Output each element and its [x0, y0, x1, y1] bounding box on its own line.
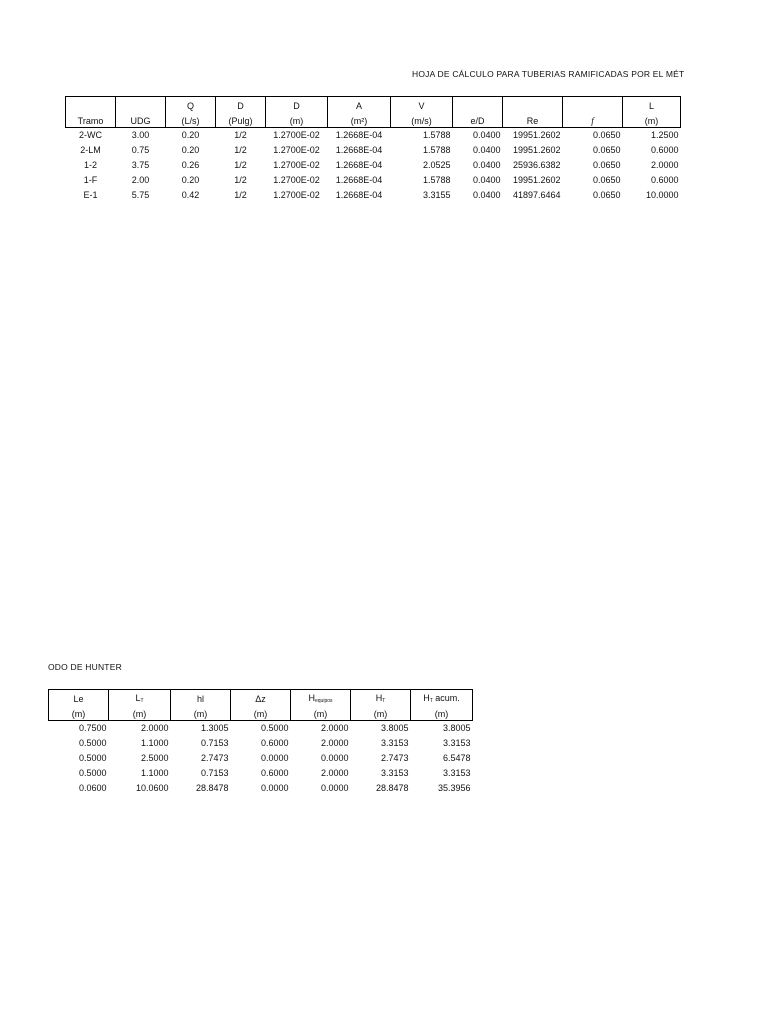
table-cell: 0.0400 — [472, 145, 501, 155]
table-cell: 0.7153 — [200, 738, 229, 748]
t1-h-bot-2: (L/s) — [166, 112, 216, 128]
table-cell: 2.7473 — [380, 753, 409, 763]
table-cell: 0.0000 — [260, 753, 289, 763]
t1-h-top-6: V — [391, 97, 453, 113]
table-cell: 3.3153 — [442, 768, 471, 778]
table-cell: 0.0000 — [320, 753, 349, 763]
t1-h-top-2: Q — [166, 97, 216, 113]
table-cell: 1-F — [83, 175, 98, 185]
t1-h-bot-4: (m) — [266, 112, 328, 128]
t2-h-top-3: Δz — [231, 690, 291, 706]
head-loss-table — [48, 689, 473, 796]
table-cell: 0.5000 — [78, 768, 107, 778]
table-cell: 1.5788 — [422, 175, 451, 185]
table-cell: 3.3153 — [380, 738, 409, 748]
t2-h-bot-3: (m) — [231, 705, 291, 721]
t2-h-top-2: hl — [171, 690, 231, 706]
table-cell: 1.2668E-04 — [335, 160, 383, 170]
t1-h-top-1 — [116, 97, 166, 113]
table-cell: 2.0000 — [650, 160, 679, 170]
table-cell: 19951.2602 — [512, 130, 561, 140]
table-cell: 0.20 — [181, 175, 200, 185]
t1-h-top-4: D — [266, 97, 328, 113]
table-cell: 1.3005 — [200, 723, 229, 733]
table-cell: 1/2 — [234, 175, 247, 185]
t2-h-bot-5: (m) — [351, 705, 411, 721]
table-cell: 0.0650 — [592, 175, 621, 185]
table-cell: 0.0000 — [320, 783, 349, 793]
sheet-title-bottom: ODO DE HUNTER — [48, 662, 122, 672]
table-cell: 1.2668E-04 — [335, 145, 383, 155]
t1-h-bot-3: (Pulg) — [216, 112, 266, 128]
t1-h-bot-7: e/D — [453, 112, 503, 128]
table-cell: 25936.6382 — [512, 160, 561, 170]
table-row — [49, 766, 473, 781]
t2-h-top-1: $L_T$ — [109, 690, 171, 706]
table-cell: E-1 — [83, 190, 98, 200]
table-cell: 0.0400 — [472, 130, 501, 140]
table-cell: 3.75 — [131, 160, 150, 170]
t1-h-top-9 — [563, 97, 623, 113]
table-cell: 0.0400 — [472, 160, 501, 170]
table-cell: 0.0650 — [592, 190, 621, 200]
table-cell: 28.8478 — [195, 783, 229, 793]
table-cell: 0.0650 — [592, 130, 621, 140]
table-cell: 0.75 — [131, 145, 150, 155]
table-cell: 10.0000 — [645, 190, 679, 200]
t2-h-bot-4: (m) — [291, 705, 351, 721]
table-cell: 2.0000 — [320, 768, 349, 778]
table-cell: 0.7153 — [200, 768, 229, 778]
t1-h-top-0 — [66, 97, 116, 113]
table1-header-row-bottom — [66, 112, 681, 128]
table2-body — [49, 721, 473, 797]
table-row — [49, 751, 473, 766]
table-cell: 0.6000 — [260, 768, 289, 778]
t2-h-top-0: Le — [49, 690, 109, 706]
table-cell: 1/2 — [234, 145, 247, 155]
sheet-title-top: HOJA DE CÁLCULO PARA TUBERIAS RAMIFICADAS POR EL MÉT — [412, 69, 685, 79]
table-cell: 0.6000 — [650, 175, 679, 185]
table-cell: 1-2 — [83, 160, 97, 170]
t2-h-bot-1: (m) — [109, 705, 171, 721]
table2-header-row-top — [49, 690, 473, 706]
table-cell: 1.5788 — [422, 130, 451, 140]
table-cell: 0.5000 — [78, 753, 107, 763]
table-row — [66, 128, 681, 144]
table-row — [49, 721, 473, 737]
t2-h-bot-0: (m) — [49, 705, 109, 721]
pipe-segments-table — [65, 96, 681, 203]
table-cell: 3.8005 — [380, 723, 409, 733]
t1-h-bot-1: UDG — [116, 112, 166, 128]
table-cell: 35.3956 — [437, 783, 471, 793]
table-cell: 2.0000 — [320, 738, 349, 748]
table-cell: 0.0650 — [592, 145, 621, 155]
table-cell: 10.0600 — [135, 783, 169, 793]
table-cell: 2.00 — [131, 175, 150, 185]
table-row — [66, 158, 681, 173]
table-cell: 1.2700E-02 — [273, 160, 320, 170]
t2-h-bot-2: (m) — [171, 705, 231, 721]
table-cell: 1.2700E-02 — [273, 130, 320, 140]
table-cell: 2.0000 — [140, 723, 169, 733]
table-cell: 1.2668E-04 — [335, 190, 383, 200]
table-cell: 1.2668E-04 — [335, 175, 383, 185]
t1-h-bot-10: (m) — [623, 112, 681, 128]
table-cell: 6.5478 — [442, 753, 471, 763]
table-cell: 41897.6464 — [512, 190, 561, 200]
table-row — [66, 143, 681, 158]
table-cell: 2.0525 — [422, 160, 451, 170]
table-cell: 0.42 — [181, 190, 200, 200]
table-cell: 1/2 — [234, 190, 247, 200]
t1-h-top-5: A — [328, 97, 391, 113]
t1-h-bot-5: (m²) — [328, 112, 391, 128]
table-cell: 2.7473 — [200, 753, 229, 763]
table-cell: 0.20 — [181, 130, 200, 140]
t2-h-bot-6: (m) — [411, 705, 473, 721]
t1-h-bot-6: (m/s) — [391, 112, 453, 128]
table-cell: 1.2500 — [650, 130, 679, 140]
table-cell: 3.8005 — [442, 723, 471, 733]
table-cell: 19951.2602 — [512, 175, 561, 185]
table-row — [66, 188, 681, 203]
t2-h-top-5: $H_T$ — [351, 690, 411, 706]
table2-header-row-bottom — [49, 705, 473, 721]
t2-h-top-4: $H_{equipos}$ — [291, 690, 351, 706]
table-cell: 1/2 — [234, 130, 247, 140]
table-cell: 0.0600 — [78, 783, 107, 793]
table-cell: 2.5000 — [140, 753, 169, 763]
table-cell: 1.2700E-02 — [273, 175, 320, 185]
table-cell: 1.2700E-02 — [273, 190, 320, 200]
table-cell: 0.0650 — [592, 160, 621, 170]
table-cell: 1.1000 — [140, 768, 169, 778]
table1-header-row-top — [66, 97, 681, 113]
table1-body — [66, 128, 681, 204]
table-cell: 0.5000 — [78, 738, 107, 748]
table-cell: 28.8478 — [375, 783, 409, 793]
table-row — [49, 781, 473, 796]
table-cell: 2.0000 — [320, 723, 349, 733]
table-row — [66, 173, 681, 188]
table-cell: 0.5000 — [260, 723, 289, 733]
table-cell: 1.5788 — [422, 145, 451, 155]
t1-h-top-10: L — [623, 97, 681, 113]
table-cell: 1.1000 — [140, 738, 169, 748]
table-cell: 0.26 — [181, 160, 200, 170]
table-row — [49, 736, 473, 751]
table-cell: 3.00 — [131, 130, 150, 140]
table-cell: 0.6000 — [260, 738, 289, 748]
table-cell: 1.2700E-02 — [273, 145, 320, 155]
t1-h-bot-8: Re — [503, 112, 563, 128]
table-cell: 5.75 — [131, 190, 150, 200]
table-cell: 0.20 — [181, 145, 200, 155]
table-cell: 0.0400 — [472, 175, 501, 185]
table-cell: 3.3153 — [442, 738, 471, 748]
table-cell: 3.3155 — [422, 190, 451, 200]
t1-h-top-3: D — [216, 97, 266, 113]
table-cell: 0.7500 — [78, 723, 107, 733]
table-cell: 0.0400 — [472, 190, 501, 200]
table-cell: 1.2668E-04 — [335, 130, 383, 140]
table-cell: 0.6000 — [650, 145, 679, 155]
table-cell: 19951.2602 — [512, 145, 561, 155]
t1-h-bot-9: f — [563, 112, 623, 128]
table-cell: 2-LM — [80, 145, 101, 155]
table-cell: 1/2 — [234, 160, 247, 170]
table-cell: 0.0000 — [260, 783, 289, 793]
table-cell: 2-WC — [79, 130, 102, 140]
t1-h-top-7 — [453, 97, 503, 113]
table-cell: 3.3153 — [380, 768, 409, 778]
t1-h-top-8 — [503, 97, 563, 113]
t2-h-top-6: $H_T$ acum. — [411, 690, 473, 706]
t1-h-bot-0: Tramo — [66, 112, 116, 128]
